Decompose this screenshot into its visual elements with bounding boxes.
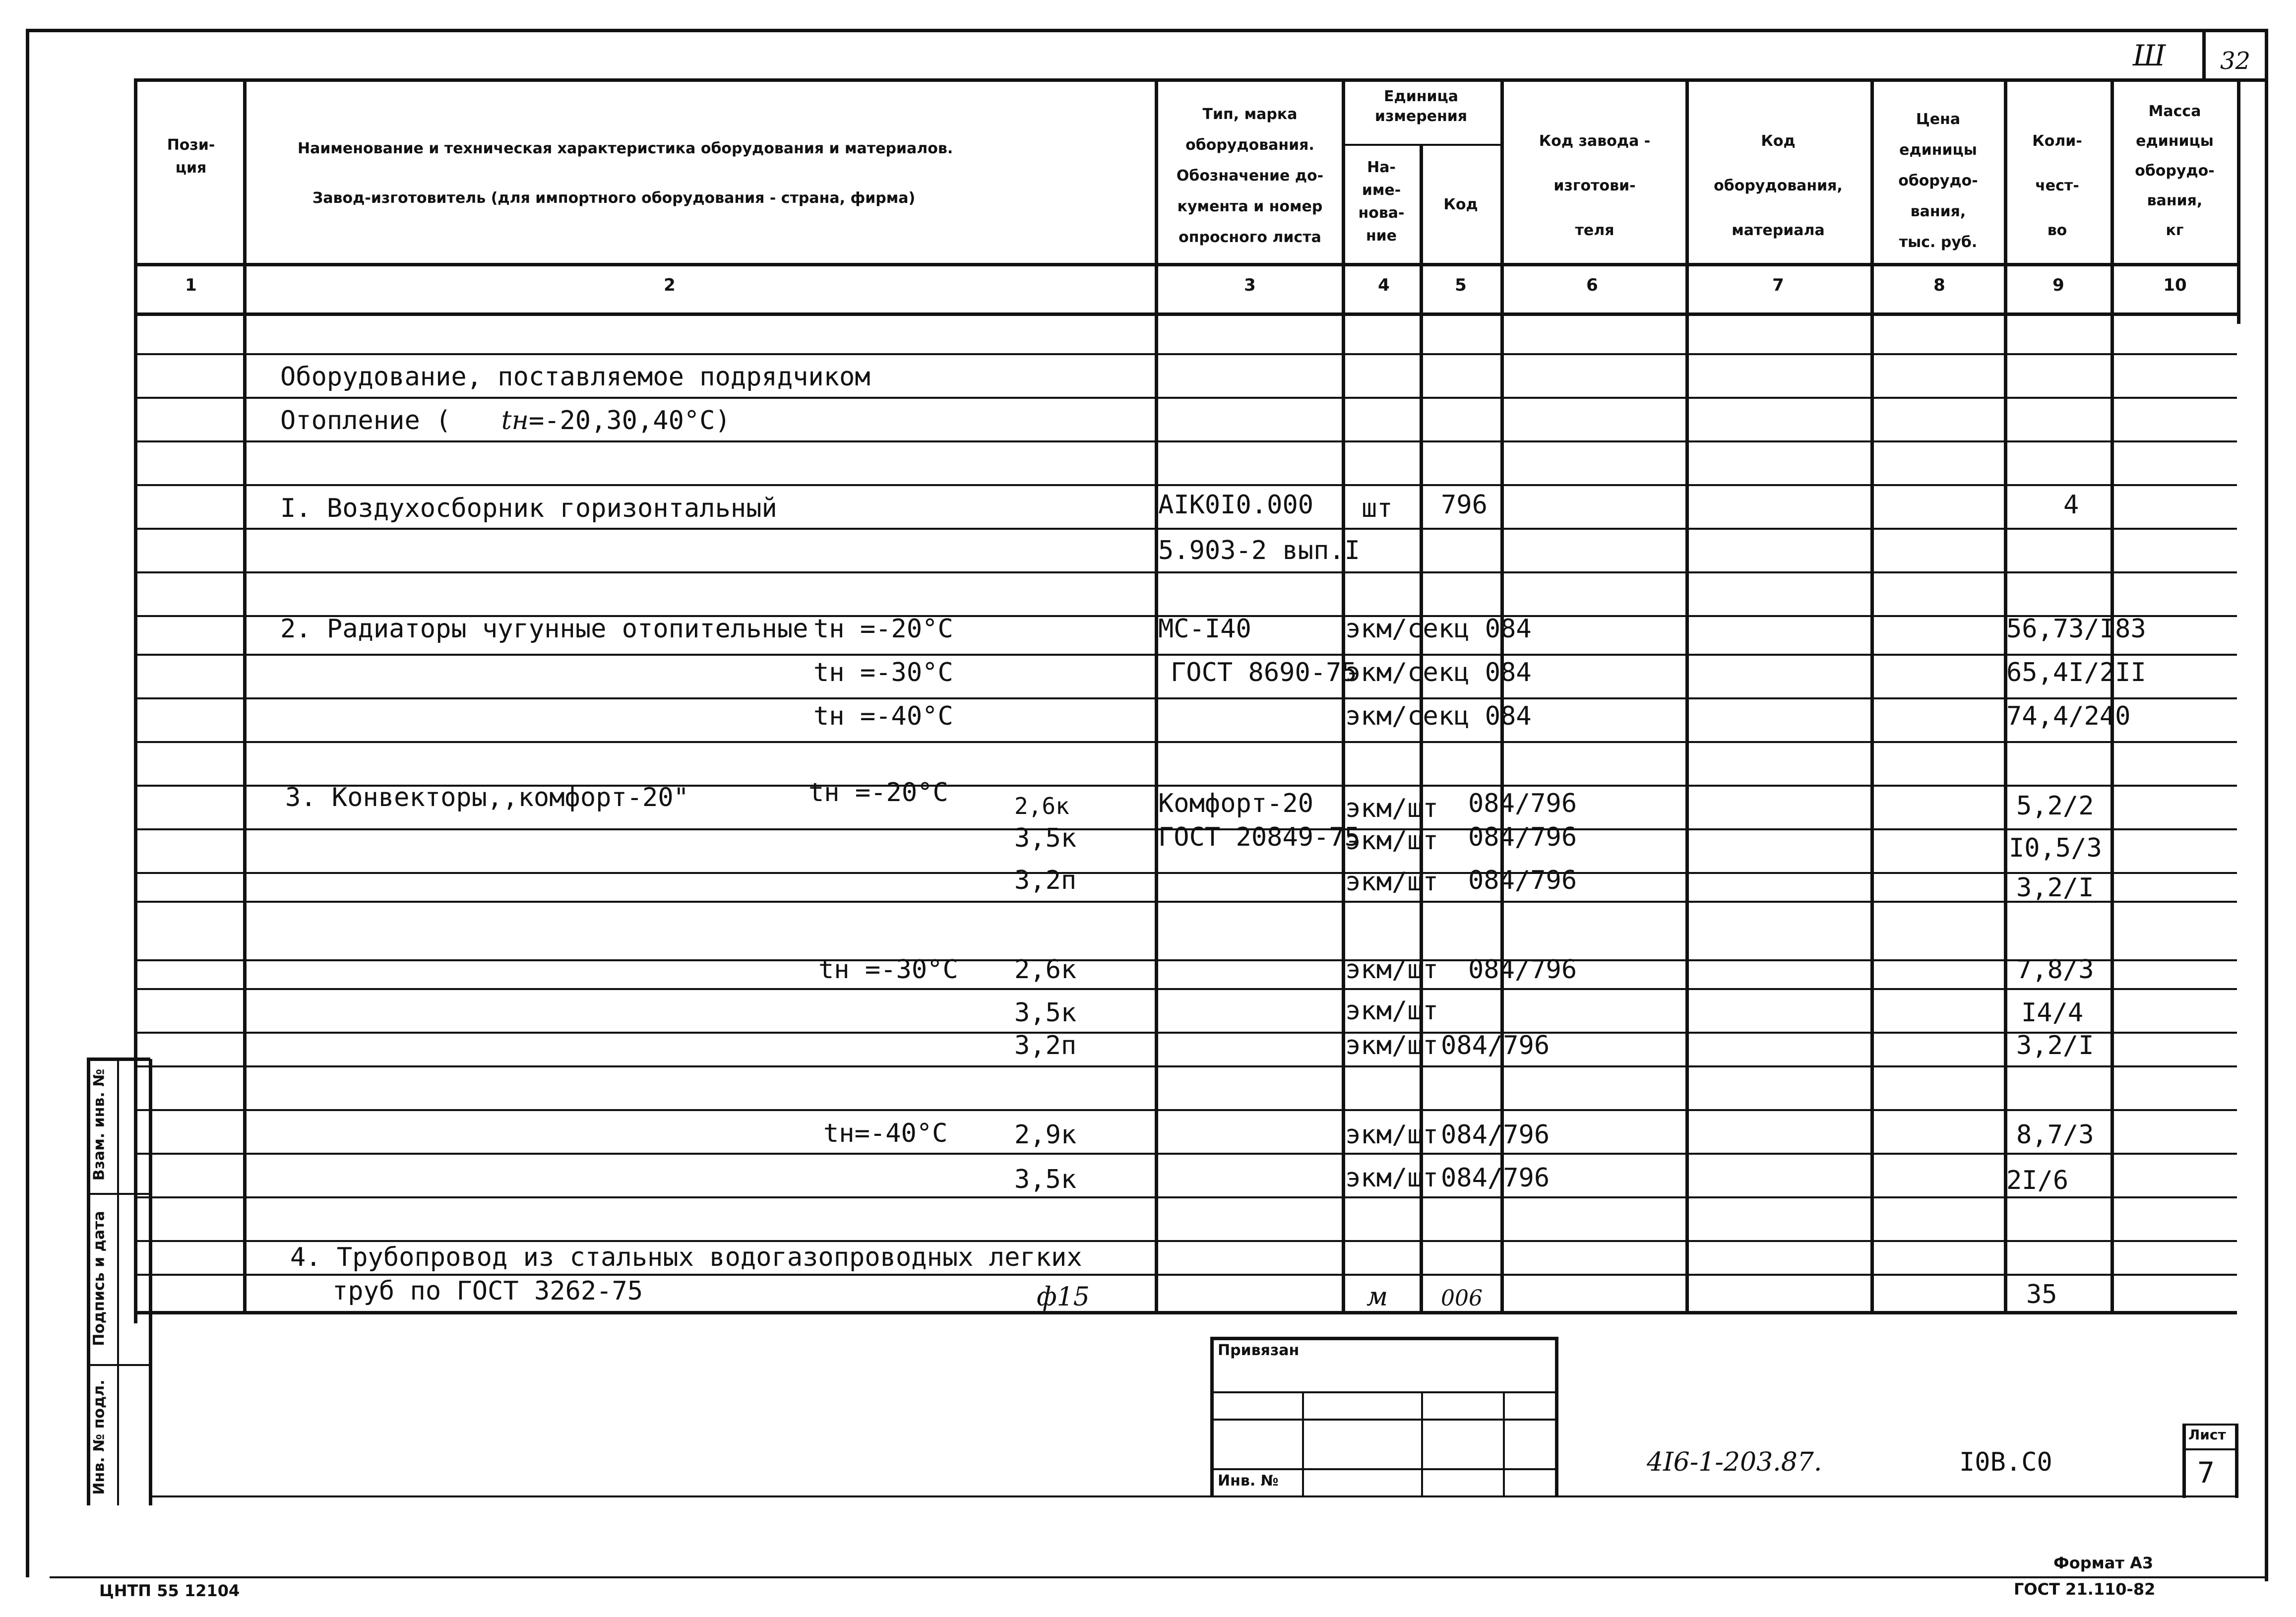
outer-frame-left [26,30,29,1577]
item1-qty: 4 [2063,490,2079,520]
row-line [134,571,2237,573]
item2-unit-3: экм/секц 084 [1345,701,1532,731]
item2-name: 2. Радиаторы чугунные отопительные [280,614,808,644]
item3-qty-6: 3,2/I [2016,1031,2094,1060]
item4-diameter: ф15 [1037,1282,1090,1312]
row-line [134,1065,2237,1067]
header-col1: Пози- ция [167,136,215,177]
col-number-5: 5 [1455,275,1467,295]
header-col7: Код оборудования, материала [1714,132,1843,239]
item3-code-8: 084/796 [1441,1163,1550,1193]
item3-qty-2: I0,5/3 [2009,833,2102,863]
col-number-9: 9 [2052,275,2064,295]
item3-qty-1: 5,2/2 [2016,791,2094,821]
item3-unit-3: экм/шт [1345,867,1438,897]
item3-size-3: 3,2п [1014,866,1077,895]
item3-unit-2: экм/шт [1345,826,1438,856]
item3-size-7: 2,9к [1014,1120,1077,1150]
item2-doc: ГОСТ 8690-75 [1171,658,1357,687]
section-title: Оборудование, поставляемое подрядчиком [280,362,870,392]
item2-unit-2: экм/секц 084 [1345,658,1532,687]
item3-code-1: 084/796 [1468,789,1577,818]
stamp-row-3 [1210,1468,1557,1470]
heating-label: Отопление ( tн=-20,30,40°C) [280,406,731,435]
row-line [134,440,2237,442]
item2-temp-30: tн =-30°C [813,658,953,687]
item3-code-4: 084/796 [1468,955,1577,985]
table-top-border [134,78,2237,82]
side-stamp-inv: Инв. № подл. [90,1379,108,1495]
item3-code-7: 084/796 [1441,1120,1550,1150]
side-stamp-right [149,1059,152,1505]
item2-qty-2: 65,4I/2II [2006,658,2146,687]
row-line [134,1240,2237,1242]
stamp-col-1 [1302,1391,1304,1495]
item1-name: I. Воздухосборник горизонтальный [280,494,777,523]
row-line [134,741,2237,743]
stamp-inv-label: Инв. № [1218,1472,1279,1490]
row-line [134,1274,2237,1276]
item3-size-2: 3,5к [1014,823,1077,853]
corner-box-left [2202,30,2206,79]
sheet-box-left [2182,1424,2186,1498]
side-stamp-replace: Взам. инв. № [90,1068,108,1181]
item3-qty-5: I4/4 [2021,998,2084,1028]
corner-mark: Ш [2133,39,2166,72]
item3-size-8: 3,5к [1014,1165,1077,1194]
header-units-top: Единица измерения [1374,88,1468,125]
sheet-number: 7 [2197,1456,2215,1490]
item4-name: 4. Трубопровод из стальных водогазопроводных легких [290,1243,1082,1272]
item3-unit-4: экм/шт [1345,955,1438,985]
stamp-privyazan-left [1210,1337,1214,1495]
item3-unit-5: экм/шт [1345,996,1438,1026]
stamp-row-2 [1210,1419,1557,1421]
col-number-4: 4 [1378,275,1390,295]
outer-frame-top [26,29,2268,32]
item3-temp-30: tн =-30°C [818,955,958,985]
col-line-8 [2004,78,2007,1311]
row-line [134,1032,2237,1034]
item3-unit-6: экм/шт [1345,1031,1438,1060]
side-stamp-sign: Подпись и дата [90,1211,108,1346]
item2-unit-1: экм/секц 084 [1345,614,1532,644]
header-col5: Код [1443,196,1478,213]
item3-doc: ГОСТ 20849-75 [1158,822,1360,852]
header-col8: Цена единицы оборудо- вания, тыс. руб. [1898,111,1978,251]
item1-doc: 5.903-2 вып.I [1158,536,1360,565]
stamp-row-1 [1210,1391,1557,1393]
item2-type: МС-I40 [1158,614,1251,644]
footer-left: ЦНТП 55 12104 [99,1581,240,1600]
header-col9: Коли- чест- во [2032,132,2082,239]
item3-size-4: 2,6к [1014,955,1077,985]
row-line [134,959,2237,961]
col-line-1 [243,78,247,1311]
col-line-7 [1870,78,1874,1311]
footer-format: Формат А3 [2053,1554,2154,1572]
corner-sheet-number: 32 [2220,47,2251,75]
col-number-1: 1 [185,275,197,295]
row-line [134,353,2237,355]
header-col6: Код завода - изготови- теля [1539,132,1651,239]
document-code-suffix: I0В.С0 [1959,1447,2052,1477]
side-stamp-left [87,1059,90,1505]
col-number-6: 6 [1586,275,1598,295]
item4-name-cont: труб по ГОСТ 3262-75 [332,1276,643,1306]
unit-subheader-line [1342,144,1500,146]
header-col2: Наименование и техническая характеристика оборудования и материалов. Завод-изготовитель (для импортного оборудования - страна, фирма) [298,140,953,207]
item3-type: Комфорт-20 [1158,789,1314,818]
row-line [134,1109,2237,1111]
item1-type: AIК0I0.000 [1158,490,1314,520]
item3-code-2: 084/796 [1468,822,1577,852]
item3-qty-3: 3,2/I [2016,873,2094,903]
row-line [134,901,2237,903]
item3-qty-7: 8,7/3 [2016,1120,2094,1150]
colnum-bottom-border [134,312,2237,316]
row-line [134,697,2237,699]
col-number-7: 7 [1772,275,1784,295]
item2-temp-20: tн =-20°C [813,614,953,644]
sheet-label: Лист [2188,1427,2226,1443]
col-line-10 [2237,78,2240,324]
item3-unit-1: экм/шт [1345,794,1438,823]
item3-name: 3. Конвекторы,,комфорт-20" [285,783,689,812]
col-number-3: 3 [1244,275,1256,295]
item3-temp-40: tн=-40°C [823,1119,948,1148]
row-line [134,872,2237,874]
item3-temp-20: tн =-20°C [808,778,948,808]
item1-unit: шт [1362,494,1393,523]
stamp-col-3 [1503,1391,1505,1495]
col-line-2 [1155,78,1158,1311]
stamp-privyazan-right [1555,1337,1558,1495]
item2-temp-40: tн =-40°C [813,701,953,731]
row-line [134,484,2237,486]
row-line [134,397,2237,399]
stamp-privyazan-label: Привязан [1218,1342,1300,1359]
item3-unit-7: экм/шт [1345,1120,1438,1150]
heating-temp-symbol: tн [501,406,529,435]
table-bottom-line [134,1311,2237,1314]
header-col4: На- име- нова- ние [1358,159,1405,245]
row-line [134,1153,2237,1155]
item3-size-5: 3,5к [1014,998,1077,1028]
outer-frame-bottom [50,1576,2267,1578]
footer-gost: ГОСТ 21.110-82 [2014,1580,2156,1599]
item3-unit-8: экм/шт [1345,1163,1438,1193]
item1-code: 796 [1441,490,1488,520]
header-col10: Масса единицы оборудо- вания, кг [2135,103,2215,239]
item3-qty-4: 7,8/3 [2016,955,2094,985]
item4-code: 006 [1441,1286,1483,1311]
sheet-box-mid [2182,1448,2237,1450]
col-number-8: 8 [1933,275,1945,295]
item3-code-3: 084/796 [1468,866,1577,895]
stamp-privyazan-top [1210,1337,1557,1340]
sheet-box-top [2182,1424,2237,1426]
row-line [134,988,2237,990]
col-number-2: 2 [664,275,676,295]
item3-qty-8: 2I/6 [2006,1166,2069,1195]
col-number-10: 10 [2163,275,2187,295]
item3-size-6: 3,2п [1014,1031,1077,1060]
col-line-3 [1342,78,1345,1311]
sheet-box-right [2235,1424,2238,1498]
col-line-0 [134,78,137,1323]
bottom-line [149,1495,2237,1497]
item2-qty-3: 74,4/240 [2006,701,2131,731]
row-line [134,528,2237,530]
item3-size-1: 2,6к [1014,793,1069,819]
item2-qty-1: 56,73/I83 [2006,614,2146,644]
side-stamp-mid [117,1059,119,1505]
row-line [134,654,2237,656]
item4-qty: 35 [2026,1280,2057,1309]
col-line-9 [2110,78,2114,1311]
col-line-6 [1685,78,1689,1311]
header-col3: Тип, марка оборудования. Обозначение до- кумента и номер опросного листа [1176,106,1324,246]
item3-code-6: 084/796 [1441,1031,1550,1060]
row-line [134,1196,2237,1198]
stamp-col-2 [1421,1391,1423,1495]
item4-unit: м [1366,1282,1388,1312]
document-code: 4I6-1-203.87. [1647,1447,1822,1477]
outer-frame-right [2265,29,2268,1581]
header-bottom-border [134,263,2237,266]
